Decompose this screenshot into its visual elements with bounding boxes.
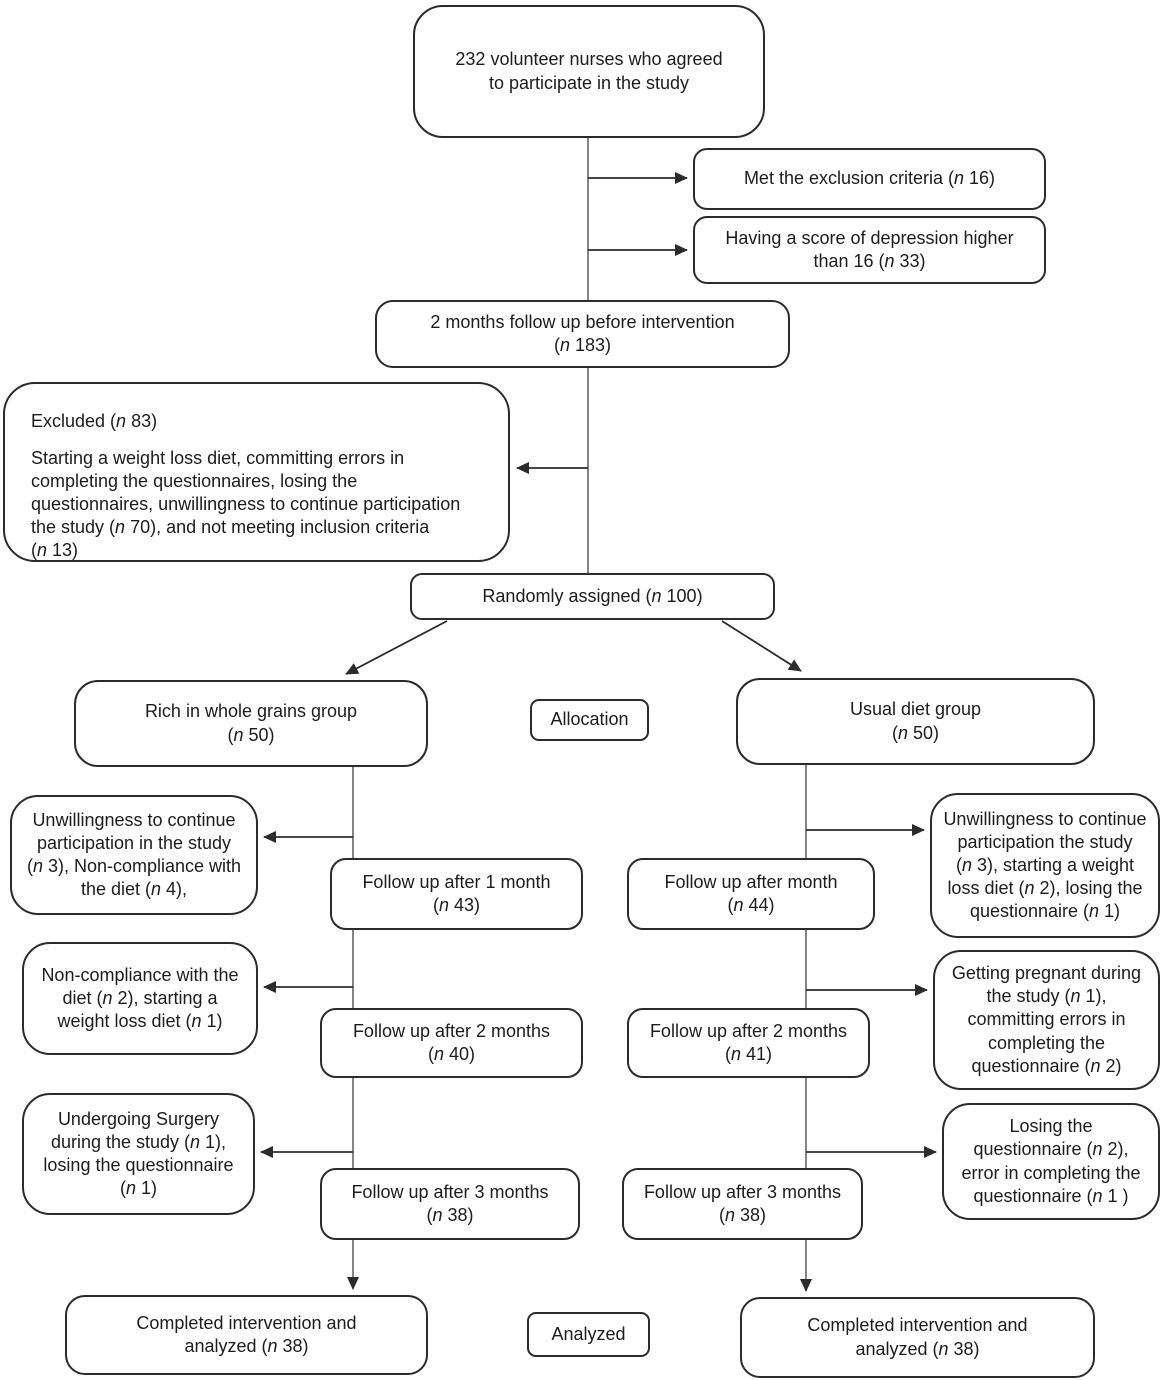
- box-followup-before-intervention: [375, 300, 790, 368]
- box-followup-before-count: (n 183): [553, 335, 612, 355]
- box-usual-diet-group-count: (n 50): [891, 722, 940, 743]
- box-dropout-right-2: [933, 950, 1160, 1090]
- box-exclusion-criteria: [693, 148, 1046, 210]
- box-analyzed-text: Analyzed: [551, 1323, 626, 1344]
- box-followup-1month-left-count: (n 43): [432, 895, 481, 915]
- arrow-to-usual-diet-group: [722, 621, 801, 671]
- box-followup-2months-left-count: (n 40): [427, 1044, 476, 1064]
- box-followup-3months-right-count: (n 38): [718, 1205, 767, 1225]
- box-dropout-right-2-text: Getting pregnant during the study (n 1), committing errors in completing the questionnaire (n 2): [951, 963, 1142, 1076]
- box-dropout-left-3-text: Undergoing Surgery during the study (n 1), losing the questionnaire (n 1): [43, 1108, 234, 1199]
- box-enrollment-text: 232 volunteer nurses who agreed to participate in the study: [455, 49, 723, 93]
- box-whole-grains-group-text: Rich in whole grains group: [144, 701, 358, 722]
- box-followup-before-text: 2 months follow up before intervention: [430, 311, 735, 332]
- box-followup-2months-left: [320, 1008, 583, 1078]
- box-followup-2months-right-text: Follow up after 2 months: [649, 1020, 848, 1041]
- box-followup-1month-left-text: Follow up after 1 month: [362, 871, 551, 892]
- box-usual-diet-group: [736, 678, 1095, 765]
- box-dropout-right-3-text: Losing the questionnaire (n 2), error in completing the questionnaire (n 1 ): [961, 1116, 1141, 1206]
- box-excluded: [3, 382, 510, 562]
- box-dropout-left-3: [22, 1093, 255, 1215]
- box-dropout-right-1-text: Unwillingness to continue participation the study (n 3), starting a weight loss diet (n 2), losing the questionnaire (n 1): [943, 808, 1147, 922]
- box-dropout-left-2: [22, 942, 258, 1055]
- box-completed-right: [740, 1297, 1095, 1378]
- box-randomly-assigned: [410, 573, 775, 620]
- box-excluded-title: Excluded (n 83): [31, 411, 158, 431]
- box-followup-2months-left-text: Follow up after 2 months: [352, 1020, 551, 1041]
- box-followup-3months-left-count: (n 38): [426, 1205, 474, 1225]
- arrow-to-whole-grains-group: [346, 621, 447, 674]
- box-dropout-left-1: [10, 795, 258, 915]
- box-followup-1month-left: [330, 858, 583, 930]
- box-completed-left: [65, 1295, 428, 1375]
- box-enrollment: [413, 5, 765, 138]
- box-dropout-right-1: [930, 793, 1160, 938]
- box-followup-1month-right-count: (n 44): [727, 895, 775, 915]
- box-followup-1month-right-text: Follow up after month: [664, 871, 838, 892]
- box-randomly-assigned-text: Randomly assigned (n 100): [482, 585, 703, 606]
- box-depression-score: [693, 216, 1046, 284]
- box-excluded-body: Starting a weight loss diet, committing errors in completing the questionnaires, losing the questionnaires, unwillingness to continue participation the study (n 70), and not meeting inclusion criteria (n 13): [31, 448, 461, 561]
- box-dropout-right-3: [942, 1103, 1160, 1220]
- box-analyzed-label: [527, 1312, 650, 1357]
- box-followup-3months-right-text: Follow up after 3 months: [643, 1181, 842, 1202]
- box-whole-grains-group: [74, 680, 428, 767]
- box-followup-3months-left: [320, 1168, 580, 1240]
- box-completed-right-text: Completed intervention and analyzed (n 38): [807, 1315, 1028, 1359]
- box-followup-2months-right: [627, 1008, 870, 1078]
- box-followup-2months-right-count: (n 41): [724, 1044, 773, 1064]
- box-exclusion-criteria-text: Met the exclusion criteria (n 16): [743, 168, 996, 189]
- box-usual-diet-group-text: Usual diet group: [849, 699, 982, 720]
- box-whole-grains-group-count: (n 50): [227, 724, 275, 745]
- box-dropout-left-2-text: Non-compliance with the diet (n 2), starting a weight loss diet (n 1): [41, 964, 239, 1032]
- box-dropout-left-1-text: Unwillingness to continue participation in the study (n 3), Non-compliance with the diet (n 4),: [26, 809, 242, 900]
- box-completed-left-text: Completed intervention and analyzed (n 38): [136, 1312, 357, 1356]
- box-depression-score-text: Having a score of depression higher than 16 (n 33): [725, 227, 1014, 271]
- box-allocation-text: Allocation: [550, 709, 629, 730]
- box-followup-3months-right: [622, 1168, 863, 1240]
- box-allocation-label: [530, 699, 649, 741]
- box-followup-3months-left-text: Follow up after 3 months: [351, 1181, 549, 1202]
- box-followup-1month-right: [627, 858, 875, 930]
